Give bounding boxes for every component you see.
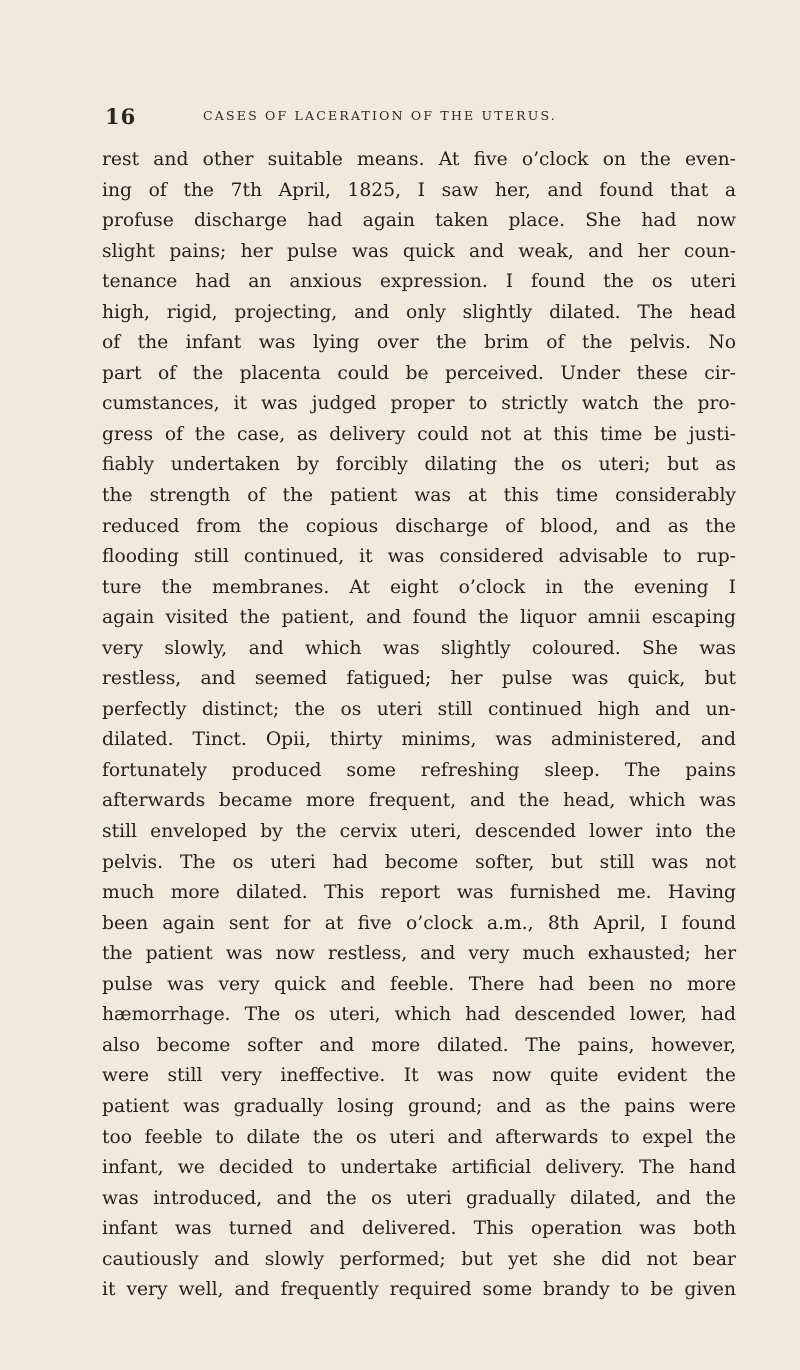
- text-line: too feeble to dilate the os uteri and afterwards to expel the: [102, 1126, 736, 1148]
- text-line: hæmorrhage. The os uteri, which had descended lower, had: [102, 1004, 736, 1026]
- text-line: reduced from the copious discharge of blood, and as the: [102, 515, 736, 537]
- text-line: of the infant was lying over the brim of the pelvis. No: [102, 332, 736, 354]
- text-line: ture the membranes. At eight o’clock in the evening I: [102, 576, 736, 598]
- text-line: rest and other suitable means. At five o’clock on the even-: [102, 149, 736, 170]
- text-line: gress of the case, as delivery could not at this time be justi-: [102, 423, 736, 445]
- running-title: CASES OF LACERATION OF THE UTERUS.: [203, 108, 557, 123]
- text-line: again visited the patient, and found the liquor amnii escaping: [102, 607, 736, 629]
- page-number: 16: [105, 104, 137, 129]
- text-line: also become softer and more dilated. The pains, however,: [102, 1034, 736, 1056]
- text-line: infant was turned and delivered. This operation was both: [102, 1218, 736, 1240]
- text-line: the patient was now restless, and very much exhausted; her: [102, 943, 736, 965]
- text-line: infant, we decided to undertake artificial delivery. The hand: [102, 1157, 736, 1179]
- text-line: cumstances, it was judged proper to strictly watch the pro-: [102, 393, 736, 415]
- text-line: cautiously and slowly performed; but yet she did not bear: [102, 1248, 736, 1270]
- text-line: the strength of the patient was at this time considerably: [102, 485, 736, 507]
- text-line: was introduced, and the os uteri gradually dilated, and the: [102, 1187, 736, 1209]
- text-line: ing of the 7th April, 1825, I saw her, and found that a: [102, 179, 736, 201]
- text-line: fiably undertaken by forcibly dilating the os uteri; but as: [102, 454, 736, 476]
- text-line: fortunately produced some refreshing sleep. The pains: [102, 759, 736, 781]
- text-line: much more dilated. This report was furnished me. Having: [102, 882, 736, 904]
- text-line: perfectly distinct; the os uteri still continued high and un-: [102, 698, 736, 720]
- text-line: profuse discharge had again taken place. She had now: [102, 210, 736, 232]
- text-line: were still very ineffective. It was now quite evident the: [102, 1065, 736, 1087]
- text-line: dilated. Tinct. Opii, thirty minims, was administered, and: [102, 729, 736, 751]
- text-line: still enveloped by the cervix uteri, descended lower into the: [102, 821, 736, 843]
- body-text: [102, 145, 736, 1306]
- text-line: restless, and seemed fatigued; her pulse was quick, but: [102, 668, 736, 690]
- text-line: flooding still continued, it was considered advisable to rup-: [102, 546, 736, 568]
- text-line: it very well, and frequently required some brandy to be given: [102, 1279, 736, 1301]
- text-line: afterwards became more frequent, and the head, which was: [102, 790, 736, 812]
- text-line: patient was gradually losing ground; and as the pains were: [102, 1095, 736, 1117]
- text-line: pulse was very quick and feeble. There had been no more: [102, 973, 736, 995]
- page-header: [105, 104, 725, 130]
- text-line: tenance had an anxious expression. I found the os uteri: [102, 271, 736, 293]
- text-line: part of the placenta could be perceived. Under these cir-: [102, 362, 736, 384]
- text-line: very slowly, and which was slightly coloured. She was: [102, 637, 736, 659]
- text-line: high, rigid, projecting, and only slightly dilated. The head: [102, 301, 736, 323]
- text-line: pelvis. The os uteri had become softer, but still was not: [102, 851, 736, 873]
- text-line: slight pains; her pulse was quick and weak, and her coun-: [102, 240, 736, 262]
- text-line: been again sent for at five o’clock a.m., 8th April, I found: [102, 912, 736, 934]
